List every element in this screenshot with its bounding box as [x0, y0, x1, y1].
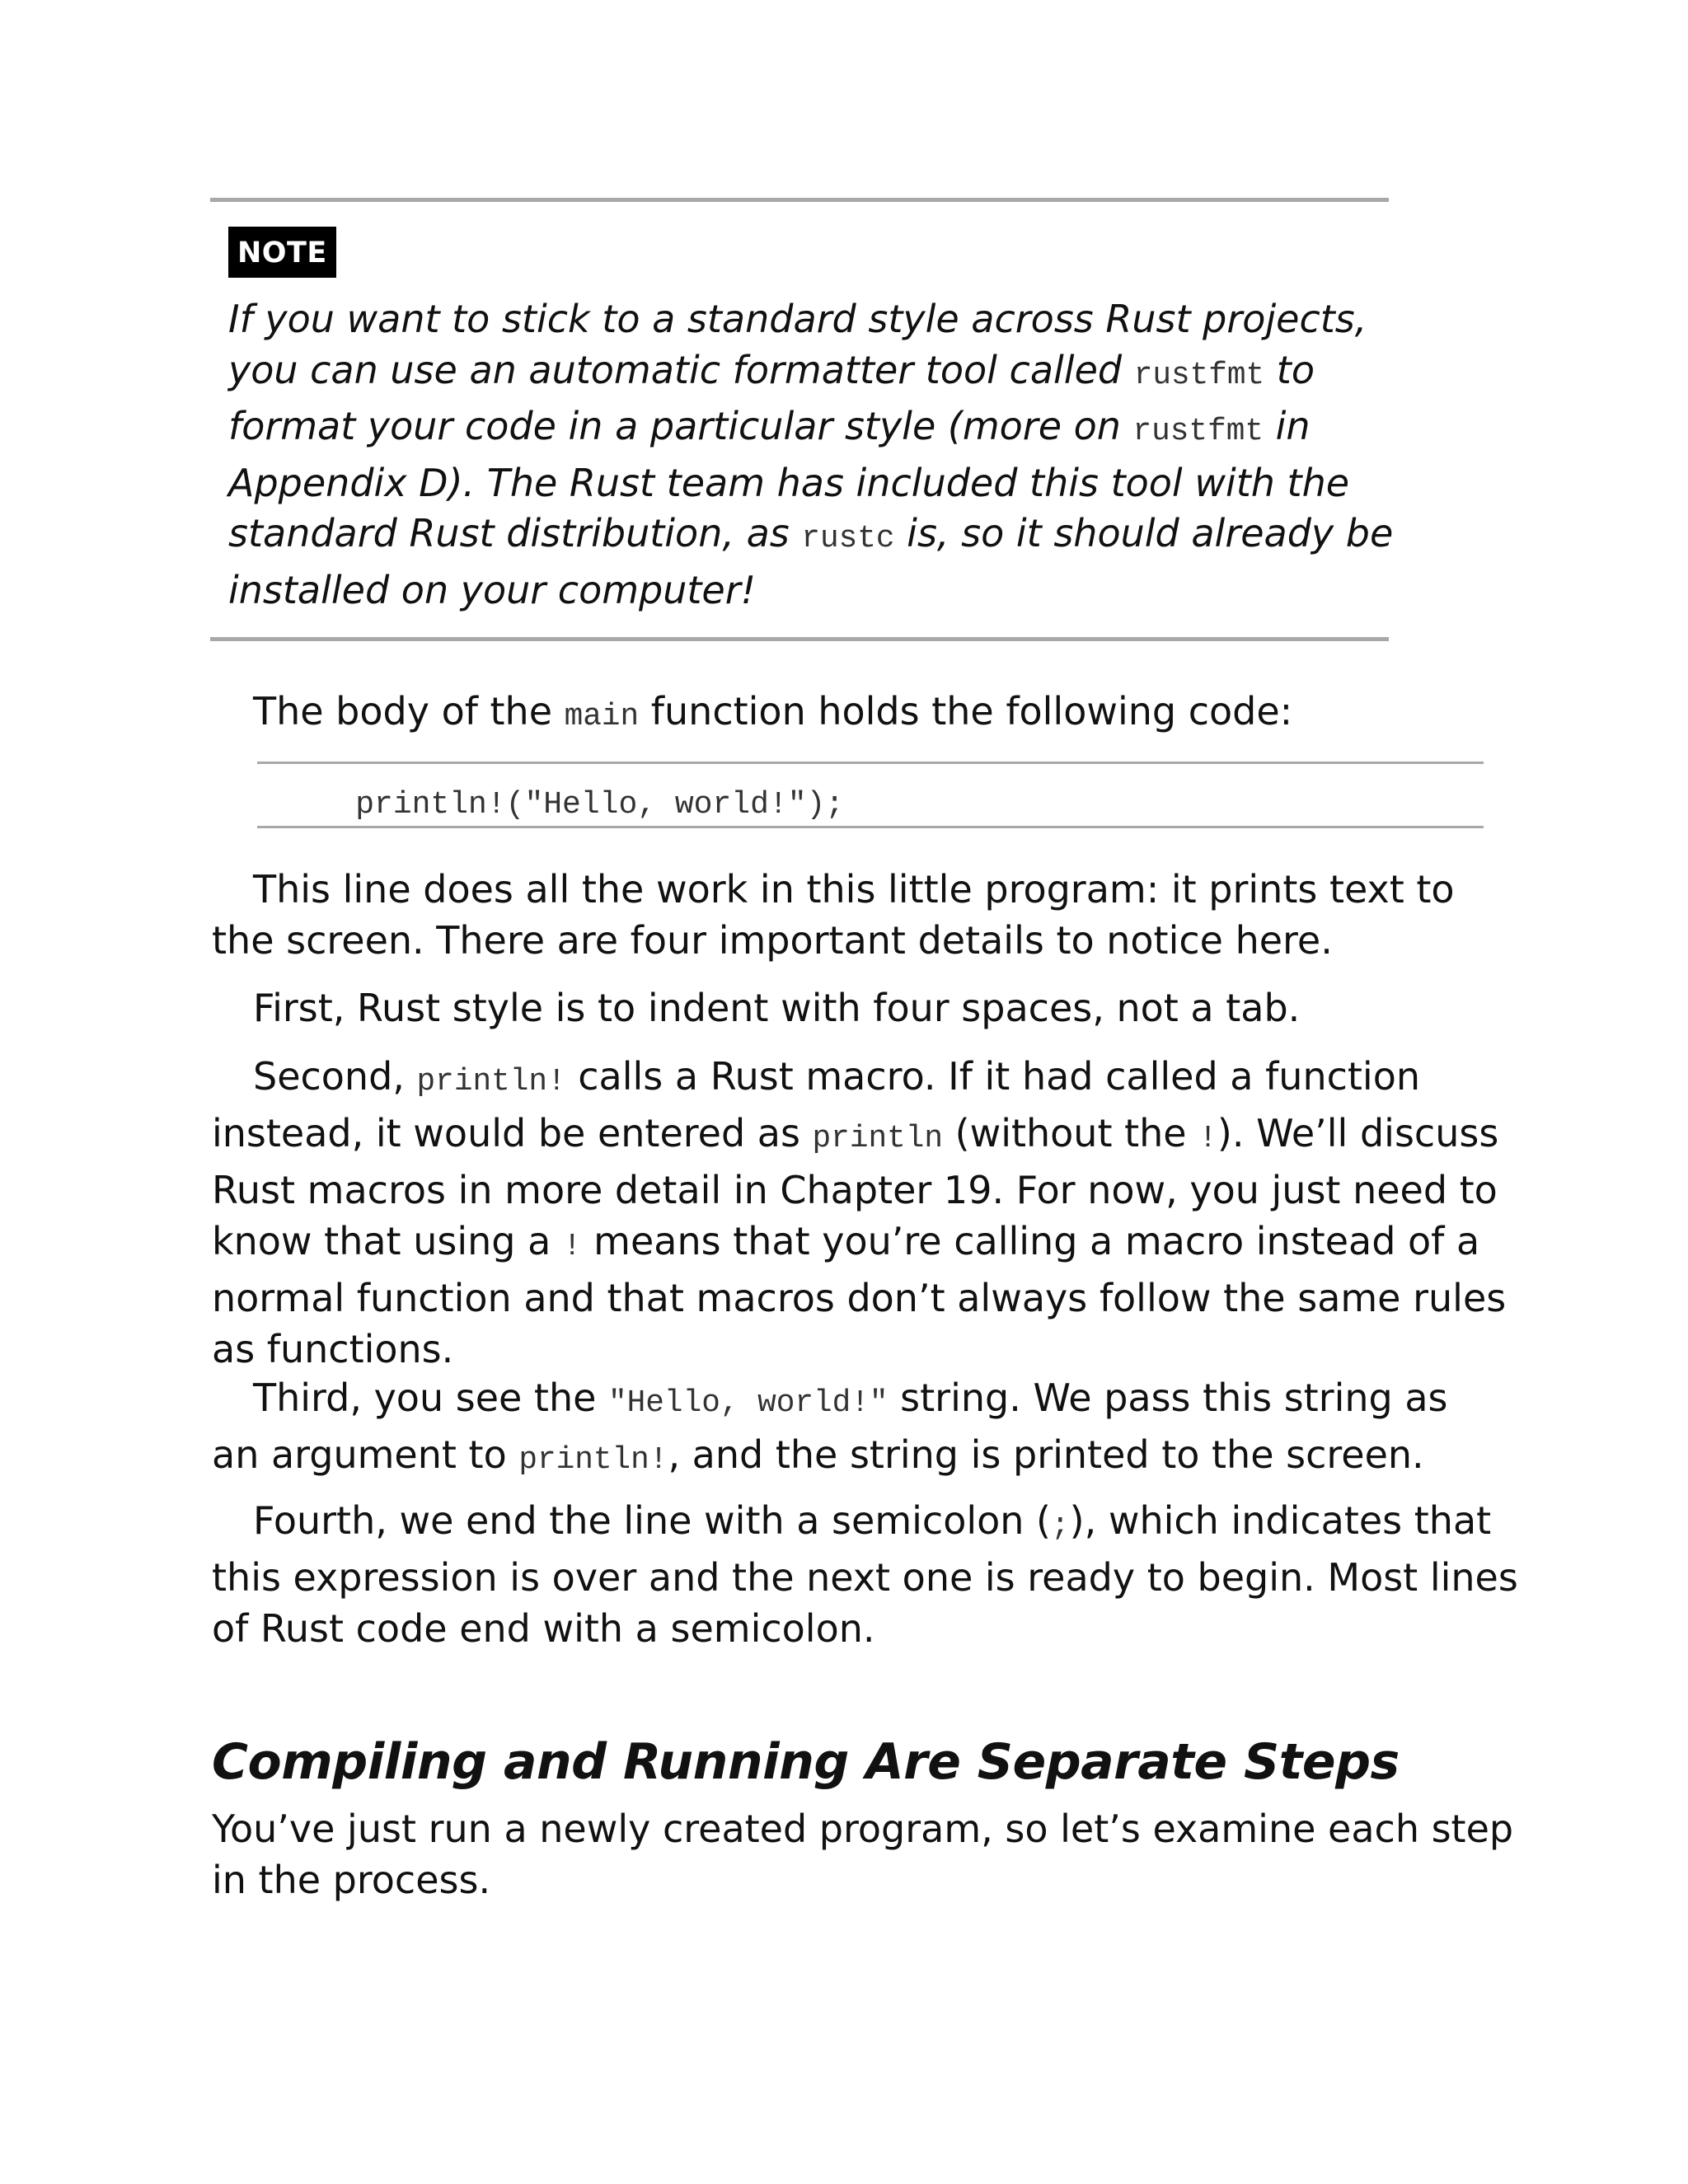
text-line: [228, 458, 1407, 509]
text-run: to: [1264, 347, 1315, 392]
inline-code: !: [562, 1230, 582, 1264]
paragraph-5: [212, 1495, 1518, 1654]
text-run: in: [1263, 404, 1311, 448]
text-line: [212, 1165, 1498, 1216]
inline-code: rustc: [801, 522, 895, 556]
text-line: [212, 1552, 1518, 1603]
note-text: [228, 294, 1407, 616]
text-run: Appendix D). The Rust team has included this tool with the: [228, 460, 1350, 505]
text-run: instead, it would be entered as: [212, 1111, 813, 1155]
text-run: You’ve just run a newly created program, so let’s examine each step: [212, 1807, 1514, 1851]
text-run: Rust macros in more detail in Chapter 19. For now, you just need to: [212, 1168, 1498, 1212]
intro-after: function holds the following code:: [639, 689, 1293, 733]
inline-code: ;: [1051, 1509, 1070, 1544]
text-run: format your code in a particular style (more on: [228, 404, 1133, 448]
text-line: [212, 1603, 1489, 1654]
text-line: [228, 565, 1407, 616]
text-line: [212, 1216, 1489, 1272]
note-top-rule: [210, 198, 1389, 202]
text-run: string. We pass this string as: [888, 1376, 1448, 1420]
text-line: [212, 864, 1489, 915]
code-block-top-rule: [257, 762, 1484, 764]
text-line: [228, 509, 1407, 565]
text-run: (without the: [943, 1111, 1199, 1155]
text-run: in the process.: [212, 1858, 491, 1902]
inline-code: println!: [416, 1065, 566, 1099]
inline-code-main: main: [564, 700, 640, 734]
text-run: means that you’re calling a macro instead of a: [581, 1219, 1480, 1263]
text-run: This line does all the work in this little program: it prints text to: [253, 867, 1455, 912]
intro-paragraph: [212, 686, 1531, 743]
intro-before: The body of the: [253, 689, 565, 733]
text-line: [212, 1372, 1489, 1429]
text-run: as functions.: [212, 1327, 454, 1371]
text-run: If you want to stick to a standard style across Rust projects,: [228, 297, 1367, 341]
text-run: , and the string is printed to the screen.: [668, 1432, 1424, 1477]
text-run: know that using a: [212, 1219, 563, 1263]
text-run: this expression is over and the next one is ready to begin. Most lines: [212, 1555, 1518, 1600]
text-line: [212, 982, 1489, 1033]
text-run: ), which indicates that: [1069, 1498, 1492, 1543]
text-run: normal function and that macros don’t always follow the same rules: [212, 1276, 1507, 1320]
inline-code: println: [812, 1122, 943, 1156]
text-run: ). We’ll discuss: [1217, 1111, 1499, 1155]
note-badge: NOTE: [228, 227, 336, 278]
text-line: [212, 1324, 1489, 1375]
text-run: Second,: [253, 1054, 417, 1099]
text-run: Fourth, we end the line with a semicolon (: [253, 1498, 1051, 1543]
paragraph-4: [212, 1372, 1489, 1486]
paragraph-3: [212, 1051, 1507, 1375]
text-run: standard Rust distribution, as: [228, 511, 802, 555]
inline-code: rustfmt: [1132, 415, 1264, 449]
note-bottom-rule: [210, 637, 1389, 641]
text-line: [212, 1803, 1514, 1854]
text-line: [212, 1495, 1492, 1552]
paragraph-1: [212, 864, 1489, 966]
text-line: [228, 401, 1407, 458]
text-run: of Rust code end with a semicolon.: [212, 1606, 875, 1651]
code-block: println!("Hello, world!");: [280, 787, 845, 823]
paragraph-2: [212, 982, 1489, 1033]
text-run: the screen. There are four important details to notice here.: [212, 918, 1333, 963]
text-line: [212, 1854, 1489, 1905]
text-run: installed on your computer!: [228, 567, 757, 612]
text-run: First, Rust style is to indent with four spaces, not a tab.: [253, 986, 1301, 1030]
inline-code: println!: [518, 1443, 668, 1478]
text-run: calls a Rust macro. If it had called a function: [565, 1054, 1421, 1099]
inline-code: "Hello, world!": [608, 1386, 889, 1421]
text-run: an argument to: [212, 1432, 519, 1477]
code-block-bottom-rule: [257, 826, 1484, 828]
text-line: [212, 1429, 1489, 1486]
text-run: is, so it should already be: [894, 511, 1394, 555]
text-line: [212, 1051, 1489, 1108]
text-run: Third, you see the: [253, 1376, 609, 1420]
text-line: [228, 294, 1407, 345]
text-line: [212, 915, 1489, 966]
text-line: [212, 1108, 1499, 1165]
text-line: [228, 345, 1407, 402]
inline-code: !: [1198, 1122, 1217, 1156]
final-paragraph: [212, 1803, 1514, 1905]
text-line: [212, 1272, 1507, 1324]
section-heading: Compiling and Running Are Separate Steps: [212, 1733, 1400, 1791]
inline-code: rustfmt: [1133, 358, 1265, 393]
text-run: you can use an automatic formatter tool called: [228, 347, 1134, 392]
